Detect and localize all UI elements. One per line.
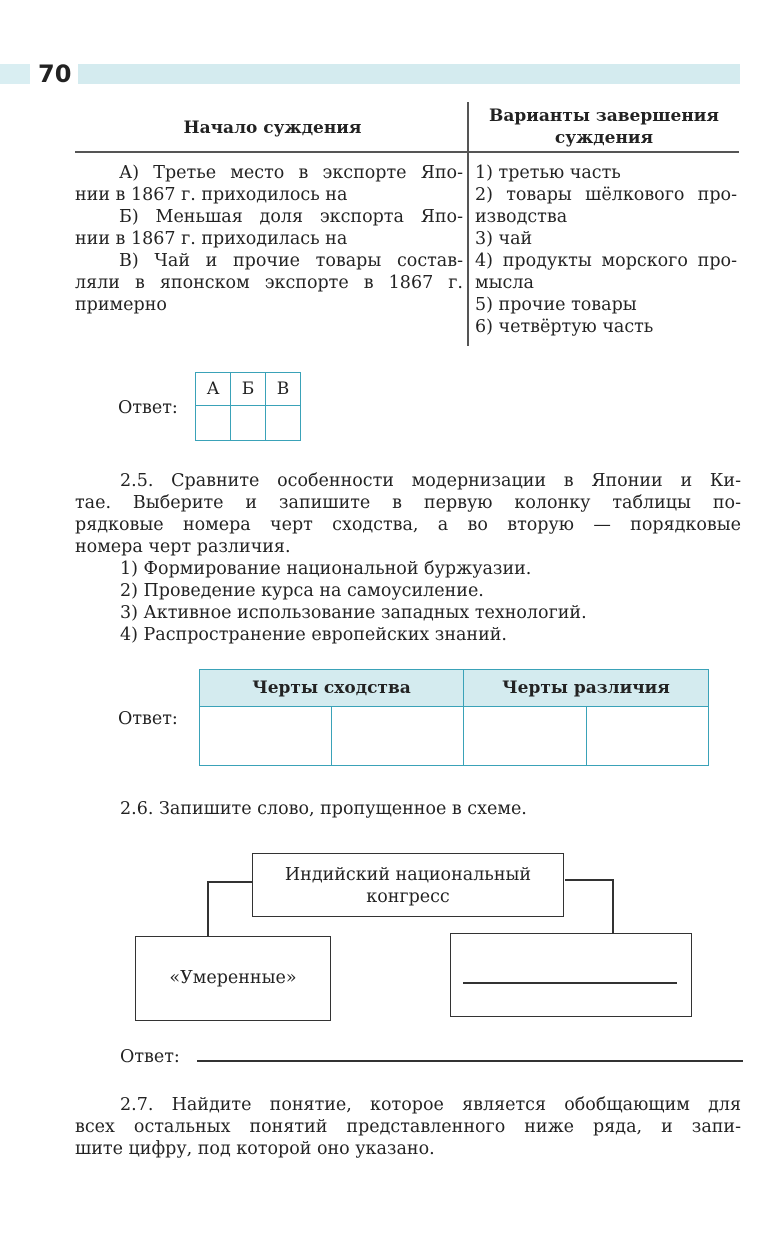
left-line: А) Третье место в экспорте Япо- xyxy=(119,163,463,183)
answer1-cell-a[interactable] xyxy=(196,406,231,441)
answer1-header-v: В xyxy=(266,373,301,406)
right-column-header-line-1: Варианты завершения xyxy=(489,106,719,126)
top-box-line-1: Индийский национальный xyxy=(284,865,532,885)
left-line: нии в 1867 г. приходилось на xyxy=(75,185,348,205)
connector-right-vertical xyxy=(612,879,614,934)
left-line: нии в 1867 г. приходилась на xyxy=(75,229,348,249)
connector-left-vertical xyxy=(207,881,209,937)
right-line: 3) чай xyxy=(475,229,533,249)
answer2-label: Ответ: xyxy=(118,709,178,729)
header-divider xyxy=(75,151,739,153)
scheme xyxy=(0,840,781,1040)
left-line: Б) Меньшая доля экспорта Япо- xyxy=(119,207,463,227)
column-divider xyxy=(467,102,469,346)
task-2-5-item: 4) Распространение европейских знаний. xyxy=(120,625,507,645)
right-line: 6) четвёртую часть xyxy=(475,317,654,337)
right-line: 2) товары шёлкового про- xyxy=(475,185,737,205)
answer1-header-b: Б xyxy=(231,373,266,406)
left-box xyxy=(135,936,331,1021)
task-2-7-line: шите цифру, под которой оно указано. xyxy=(75,1139,435,1159)
right-line: изводства xyxy=(475,207,568,227)
left-box-label: «Умеренные» xyxy=(169,968,297,988)
answer2-table xyxy=(199,669,709,766)
right-column-header-line-2: суждения xyxy=(554,128,654,148)
page-number: 70 xyxy=(38,60,72,88)
differences-cell-2[interactable] xyxy=(586,707,709,766)
right-line: мысла xyxy=(475,273,534,293)
differences-header: Черты различия xyxy=(464,670,709,707)
right-box xyxy=(450,933,692,1017)
task-2-5-line: номера черт различия. xyxy=(75,537,291,557)
answer1-cell-v[interactable] xyxy=(266,406,301,441)
task-2-7-text xyxy=(75,1094,741,1160)
left-column-text xyxy=(75,162,463,316)
task-2-6-text: 2.6. Запишите слово, пропущенное в схеме. xyxy=(120,799,527,819)
task-2-5-line: 2.5. Сравните особенности модернизации в Японии и Ки- xyxy=(120,471,741,491)
answer3-label: Ответ: xyxy=(120,1047,180,1067)
left-column-header: Начало суждения xyxy=(183,118,362,138)
similarities-header: Черты сходства xyxy=(200,670,464,707)
task-2-5-item: 2) Проведение курса на самоусиление. xyxy=(120,581,484,601)
right-column-text xyxy=(475,162,737,338)
connector-right-horizontal xyxy=(565,879,613,881)
task-2-5-item: 1) Формирование национальной буржуазии. xyxy=(120,559,532,579)
task-2-5-line: рядковые номера черт сходства, а во вторую — порядковые xyxy=(75,515,741,535)
right-line: 1) третью часть xyxy=(475,163,621,183)
task-2-5-line: тае. Выберите и запишите в первую колонку таблицы по- xyxy=(75,493,741,513)
task-2-5-item: 3) Активное использование западных технологий. xyxy=(120,603,587,623)
similarities-cell-1[interactable] xyxy=(200,707,332,766)
answer1-cell-b[interactable] xyxy=(231,406,266,441)
left-line: В) Чай и прочие товары состав- xyxy=(119,251,463,271)
left-line: ляли в японском экспорте в 1867 г. xyxy=(75,273,463,293)
task-2-5-text xyxy=(75,470,741,646)
right-line: 5) прочие товары xyxy=(475,295,637,315)
answer3-line[interactable] xyxy=(197,1060,743,1062)
left-line: примерно xyxy=(75,295,167,315)
answer1-header-a: А xyxy=(196,373,231,406)
top-box xyxy=(252,853,564,917)
answer1-label: Ответ: xyxy=(118,398,178,418)
right-line: 4) продукты морского про- xyxy=(475,251,737,271)
connector-left-horizontal xyxy=(208,881,252,883)
right-box-blank-line[interactable] xyxy=(463,982,677,984)
matching-table xyxy=(0,0,781,360)
top-box-line-2: конгресс xyxy=(366,887,450,907)
task-2-7-line: 2.7. Найдите понятие, которое является обобщающим для xyxy=(120,1095,741,1115)
similarities-cell-2[interactable] xyxy=(332,707,464,766)
answer1-grid xyxy=(195,372,301,441)
differences-cell-1[interactable] xyxy=(464,707,587,766)
task-2-7-line: всех остальных понятий представленного ниже ряда, и запи- xyxy=(75,1117,741,1137)
